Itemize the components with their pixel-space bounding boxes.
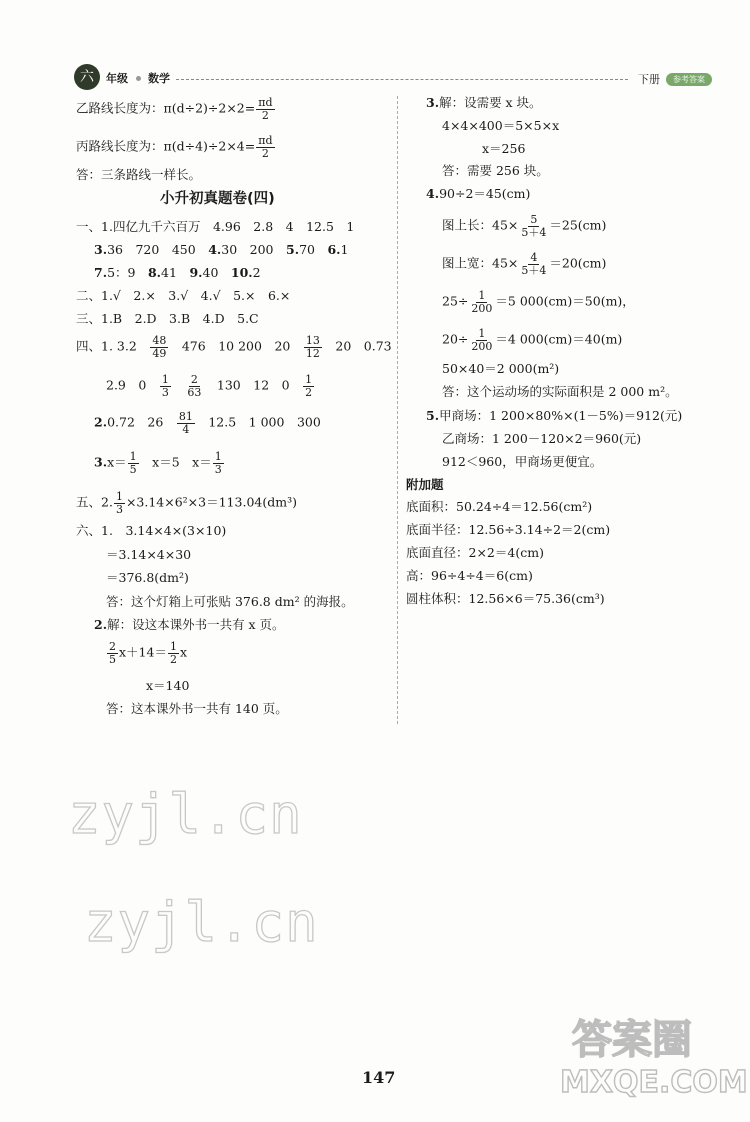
watermark-url: MXQE.COM: [560, 1065, 748, 1100]
q4-line7: 答：这个运动场的实际面积是 2 000 m²。: [442, 384, 678, 399]
s6-line1: 六、1. 3.14×4×(3×10): [76, 523, 227, 538]
q5-line1: 5.甲商场：1 200×80%×(1－5%)＝912(元): [426, 408, 683, 423]
yi-route: 乙路线长度为：π(d÷2)÷2×2= $\frac{\pi d}{2}$: [76, 96, 273, 122]
answer-tag: 参考答案: [666, 73, 712, 86]
q3-line3: x＝256: [482, 141, 526, 156]
q4-line4: 25÷ $\frac{1}{200}$ ＝5 000(cm)＝50(m)，: [442, 289, 635, 315]
extra-line1: 底面积：50.24÷4＝12.56(cm²): [406, 499, 593, 514]
grade-badge: 六: [74, 64, 100, 90]
q3-line4: 答：需要 256 块。: [442, 163, 549, 178]
s1-line3: 7.5：9 8.41 9.40 10.2: [94, 265, 261, 280]
grade-label: 年级: [106, 72, 128, 85]
bing-route: 丙路线长度为：π(d÷4)÷2×4= $\frac{\pi d}{2}$: [76, 134, 273, 160]
s3-answers: 三、1.B 2.D 3.B 4.D 5.C: [76, 311, 259, 326]
s4-row2: 2.9 0 $\frac{1}{3}$ $\frac{2}{63}$ 130 12 0 $\frac{1}{2}$: [106, 373, 313, 399]
q4-line1: 4.90÷2＝45(cm): [426, 186, 531, 201]
s6-2-line1: 2.解：设这本课外书一共有 x 页。: [94, 617, 285, 632]
extra-title: 附加题: [406, 477, 444, 492]
volume-label: 下册: [638, 73, 660, 86]
subject-label: 数学: [148, 72, 170, 85]
s2-answers: 二、1.√ 2.× 3.√ 4.√ 5.× 6.×: [76, 288, 291, 303]
s6-line2: ＝3.14×4×30: [106, 547, 192, 562]
extra-line5: 圆柱体积：12.56×6＝75.36(cm³): [406, 591, 605, 606]
s6-2-answer: 答：这本课外书一共有 140 页。: [106, 701, 288, 716]
route-conclusion: 答：三条路线一样长。: [76, 167, 202, 182]
extra-line4: 高：96÷4÷4＝6(cm): [406, 568, 533, 583]
extra-line3: 底面直径：2×2＝4(cm): [406, 545, 544, 560]
s6-2-equation: $\frac{2}{5}$ x＋14＝ $\frac{1}{2}$ x: [109, 640, 188, 666]
s4-row3: 2.0.72 26 $\frac{81}{4}$ 12.5 1 000 300: [94, 410, 321, 436]
s6-line4: 答：这个灯箱上可张贴 376.8 dm² 的海报。: [106, 594, 354, 609]
section-title: 小升初真题卷(四): [160, 191, 275, 207]
header-rule: [176, 79, 628, 80]
watermark-text: zyjl.cn: [68, 783, 303, 846]
q5-line3: 912＜960，甲商场更便宜。: [442, 454, 603, 469]
page-number: 147: [362, 1068, 396, 1087]
s6-line3: ＝376.8(dm²): [106, 570, 189, 585]
q4-line6: 50×40＝2 000(m²): [442, 361, 560, 376]
q3-line1: 3.解：设需要 x 块。: [426, 95, 542, 110]
s6-2-solution: x＝140: [146, 678, 190, 693]
q3-line2: 4×4×400＝5×5×x: [442, 118, 560, 133]
q4-line3: 图上宽：45× $\frac{4}{5+4}$ ＝20(cm): [442, 251, 607, 277]
q5-line2: 乙商场：1 200－120×2＝960(元): [442, 431, 642, 446]
separator-dot: [136, 76, 141, 81]
watermark-logo: 答案圈: [572, 1017, 692, 1063]
s5-answer: 五、2. $\frac{1}{3}$ ×3.14×6²×3＝113.04(dm³): [76, 490, 297, 516]
s4-row1: 四、1. 3.2 $\frac{48}{49}$ 476 10 200 20 $\frac{13}{12}$ 20 0.73: [76, 334, 392, 360]
q4-line2: 图上长：45× $\frac{5}{5+4}$ ＝25(cm): [442, 213, 607, 239]
s1-line1: 一、1.四亿九千六百万 4.96 2.8 4 12.5 1: [76, 219, 355, 234]
column-divider: [397, 96, 398, 724]
extra-line2: 底面半径：12.56÷3.14÷2＝2(cm): [406, 522, 611, 537]
s4-row4: 3.x＝ $\frac{1}{5}$ x＝5 x＝ $\frac{1}{3}$: [94, 450, 222, 476]
watermark-text: zyjl.cn: [84, 891, 319, 954]
s1-line2: 3.36 720 450 4.30 200 5.70 6.1: [94, 242, 349, 257]
q4-line5: 20÷ $\frac{1}{200}$ ＝4 000(cm)＝40(m): [442, 327, 623, 353]
